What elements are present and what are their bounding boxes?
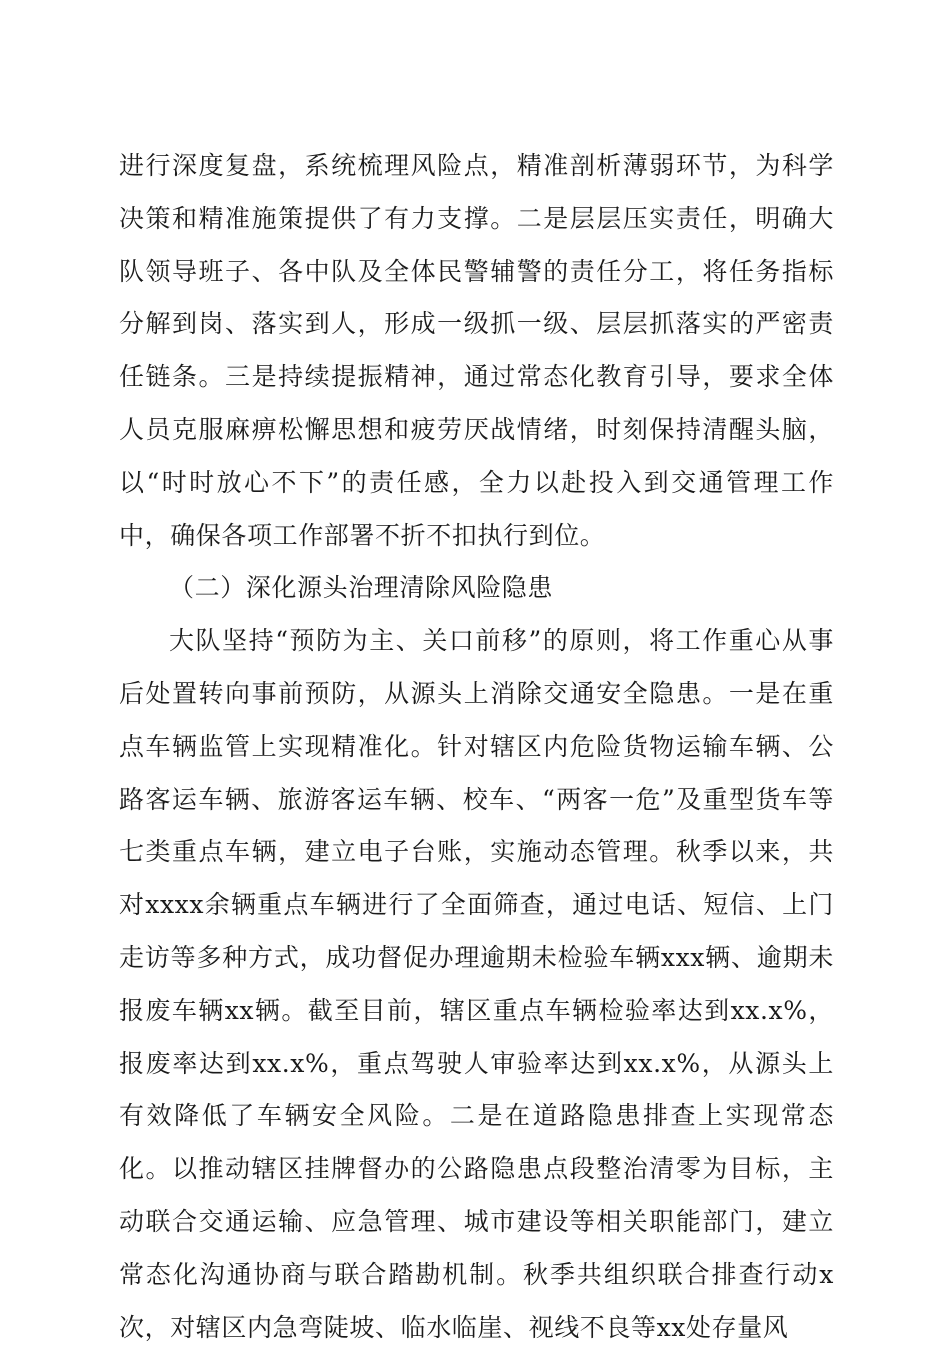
document-body bbox=[119, 140, 834, 1354]
section-heading: （二）深化源头治理清除风险隐患 bbox=[169, 573, 554, 603]
paragraph-main: 大队坚持“预防为主、关口前移”的原则，将工作重心从事后处置转向事前预防，从源头上消除交通安全隐患。一是在重点车辆监管上实现精准化。针对辖区内危险货物运输车辆、公路客运车辆、旅游客运车辆、校车、“两客一危”及重型货车等七类重点车辆，建立电子台账，实施动态管理。秋季以来，共对xxxx余辆重点车辆进行了全面筛查，通过电话、短信、上门走访等多种方式，成功督促办理逾期未检验车辆xxx辆、逾期未报废车辆xx辆。截至目前，辖区重点车辆检验率达到xx.x%，报废率达到xx.x%，重点驾驶人审验率达到xx.x%，从源头上有效降低了车辆安全风险。二是在道路隐患排查上实现常态化。以推动辖区挂牌督办的公路隐患点段整治清零为目标，主动联合交通运输、应急管理、城市建设等相关职能部门，建立常态化沟通协商与联合踏勘机制。秋季共组织联合排查行动x次，对辖区内急弯陡坡、临水临崖、视线不良等xx处存量风 bbox=[119, 626, 834, 1342]
paragraph-continued: 进行深度复盘，系统梳理风险点，精准剖析薄弱环节，为科学决策和精准施策提供了有力支撑。二是层层压实责任，明确大队领导班子、各中队及全体民警辅警的责任分工，将任务指标分解到岗、落实到人，形成一级抓一级、层层抓落实的严密责任链条。三是持续提振精神，通过常态化教育引导，要求全体人员克服麻痹松懈思想和疲劳厌战情绪，时刻保持清醒头脑，以“时时放心不下”的责任感，全力以赴投入到交通管理工作中，确保各项工作部署不折不扣执行到位。 bbox=[119, 151, 834, 550]
